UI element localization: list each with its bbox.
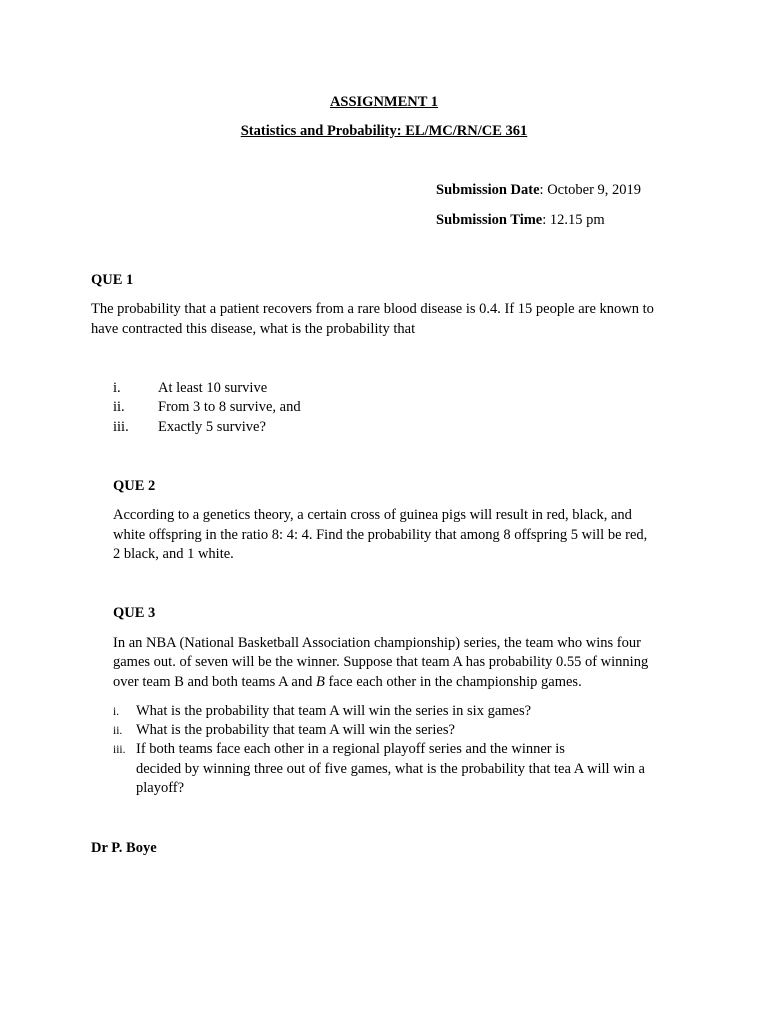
q3-text-line1: In an NBA (National Basketball Association championship) series, the team who wins four bbox=[113, 635, 641, 651]
q3-item-text-cont: decided by winning three out of five games, what is the probability that tea A will win a bbox=[136, 761, 645, 777]
q3-line3-part-a: over team B and both teams A and bbox=[113, 674, 316, 690]
q1-item-num: ii. bbox=[113, 399, 125, 415]
q3-line3-part-c: face each other in the championship games. bbox=[324, 674, 582, 690]
q1-item-num: i. bbox=[113, 380, 121, 396]
q3-item-text-cont: playoff? bbox=[136, 780, 185, 796]
q1-item-num: iii. bbox=[113, 419, 129, 435]
q1-heading: QUE 1 bbox=[91, 272, 134, 288]
q2-text-line2: white offspring in the ratio 8: 4: 4. Find the probability that among 8 offspring 5 will be red, bbox=[113, 527, 648, 543]
submission-time bbox=[436, 211, 605, 231]
assignment-title: ASSIGNMENT 1 bbox=[329, 94, 439, 110]
submission-time-label: Submission Time bbox=[436, 212, 543, 228]
submission-date-value: : October 9, 2019 bbox=[539, 182, 642, 198]
q3-text-line3 bbox=[113, 673, 582, 693]
q3-item-text: What is the probability that team A will win the series in six games? bbox=[136, 703, 532, 719]
signature: Dr P. Boye bbox=[91, 840, 157, 856]
course-subtitle: Statistics and Probability: EL/MC/RN/CE 361 bbox=[240, 123, 528, 139]
submission-time-value: : 12.15 pm bbox=[542, 212, 605, 228]
submission-date-label: Submission Date bbox=[436, 182, 540, 198]
q1-item-text: Exactly 5 survive? bbox=[158, 419, 266, 435]
q3-heading: QUE 3 bbox=[113, 605, 156, 621]
q2-heading: QUE 2 bbox=[113, 478, 156, 494]
q3-item-text: What is the probability that team A will win the series? bbox=[136, 722, 455, 738]
q2-text-line1: According to a genetics theory, a certain cross of guinea pigs will result in red, black, and bbox=[113, 507, 632, 523]
q3-text-line2: games out. of seven will be the winner. Suppose that team A has probability 0.55 of winning bbox=[113, 654, 649, 670]
q3-line3-team-b: B bbox=[315, 674, 325, 690]
q1-item-text: At least 10 survive bbox=[158, 380, 268, 396]
submission-date bbox=[436, 181, 641, 201]
q1-text-line2: have contracted this disease, what is the probability that bbox=[91, 321, 416, 337]
q3-item-num: iii. bbox=[113, 744, 126, 756]
q1-item-text: From 3 to 8 survive, and bbox=[158, 399, 301, 415]
q3-item-num: i. bbox=[113, 706, 120, 718]
q3-item-text: If both teams face each other in a regional playoff series and the winner is bbox=[136, 741, 565, 757]
q3-item-num: ii. bbox=[113, 725, 123, 737]
q1-text-line1: The probability that a patient recovers from a rare blood disease is 0.4. If 15 people are known to bbox=[91, 301, 654, 317]
q2-text-line3: 2 black, and 1 white. bbox=[113, 546, 234, 562]
